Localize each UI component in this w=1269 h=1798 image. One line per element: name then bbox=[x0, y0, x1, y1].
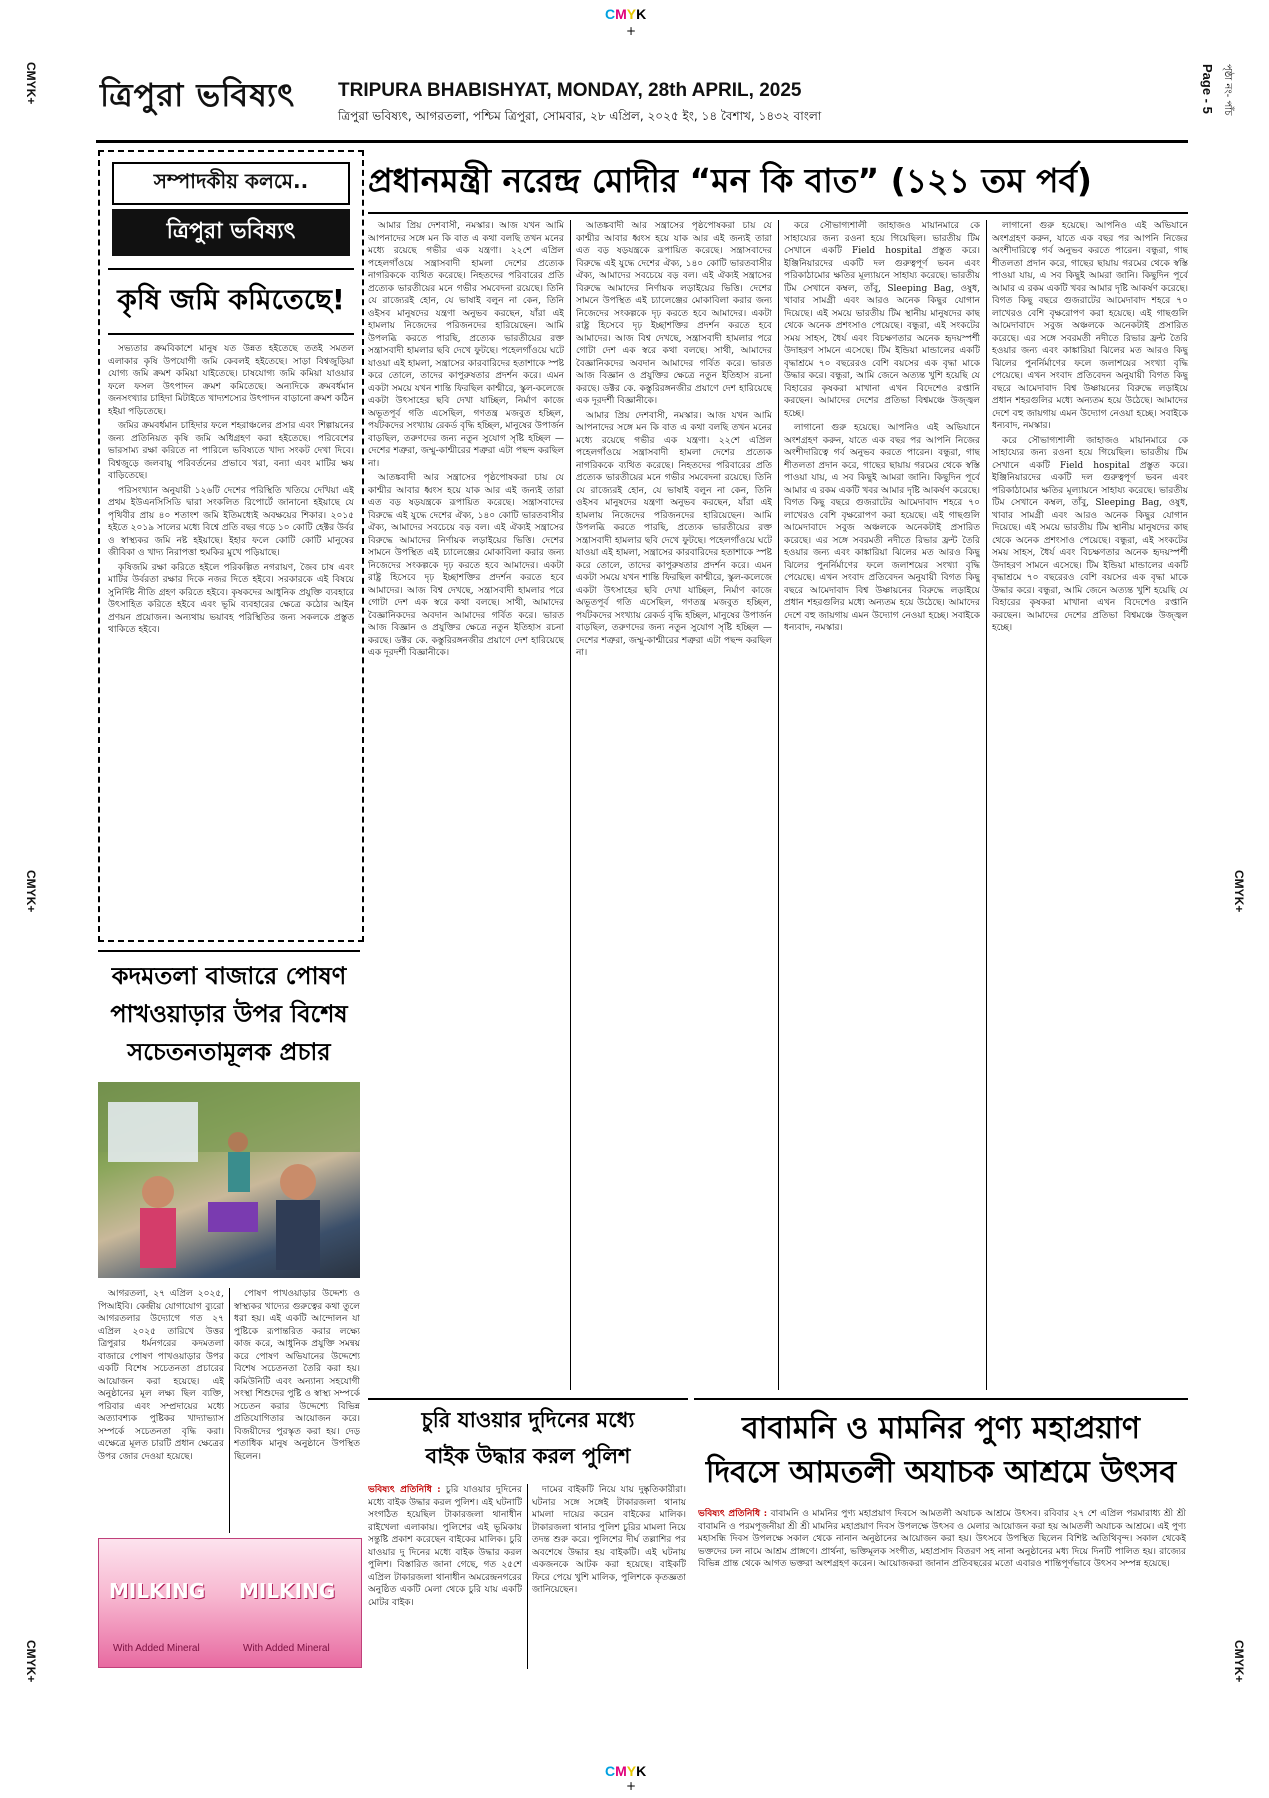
lead-paragraph: আমার প্রিয় দেশবাসী, নমস্কার। আজ যখন আমি আপনাদের সঙ্গে মন কি বাত এ কথা বলছি তখন মনের মধ্যে রয়েছে গভীর এক যন্ত্রণা। ২২শে এপ্রিল পহেলগাঁওয়ে সন্ত্রাসবাদী হামলা দেশের প্রত্যেক নাগরিককে ব্যথিত করেছে। নিহতদের পরিবারের প্রতি প্রত্যেক ভারতীয়ের মনে গভীর সমবেদনা রয়েছে। তিনি যে রাজ্যেরই হোন, যে ভাষাই বলুন না কেন, তিনি ওইসব মানুষদের যন্ত্রণা অনুভব করছেন, যাঁরা এই হামলায় নিজেদের পরিজনদের হারিয়েছেন। আমি উপলব্ধি করতে পারছি, প্রত্যেক ভারতীয়ের রক্ত সন্ত্রাসবাদী হামলার ছবি দেখে ফুটছে। পহেলগাঁওয়ে ঘটে যাওয়া এই হামলা, সন্ত্রাসের কারবারিদের হতাশাকে স্পষ্ট করে তোলে, তাদের কাপুরুষতার প্রদর্শন করে। এমন একটা সময়ে যখন শান্তি ফিরছিল কাশ্মীরে, স্কুল-কলেজে একটা উৎসাহের ছবি দেখা যাচ্ছিল, নির্মাণ কাজে অভূতপূর্ব গতি এসেছিল, গণতন্ত্র মজবুত হচ্ছিল, পর্যটকদের সংখ্যায় রেকর্ড বৃদ্ধি হচ্ছিল, মানুষের উপার্জন বাড়ছিল, তরুণদের জন্য নতুন সুযোগ সৃষ্টি হচ্ছিল — দেশের শত্রুরা, জম্মু-কাশ্মীরের শত্রুরা এটা পছন্দ করছিল না। bbox=[576, 410, 772, 658]
bike-column-1 bbox=[368, 1484, 522, 1674]
lead-paragraph: আতঙ্কবাদী আর সন্ত্রাসের পৃষ্ঠপোষকরা চায় যে কাশ্মীর আবার ধ্বংস হয়ে যাক আর এই জন্যই তারা এত বড় ষড়যন্ত্রকে রূপায়িত করেছে। সন্ত্রাসবাদের বিরুদ্ধে এই যুদ্ধে দেশের ঐক্য, ১৪০ কোটি ভারতবাসীর ঐক্য, আমাদের সবচেয়ে বড় বল। এই ঐক্যই সন্ত্রাসের বিরুদ্ধে আমাদের নির্ণায়ক লড়াইয়ের ভিত্তি। দেশের সামনে উপস্থিত এই চ্যালেঞ্জের মোকাবিলা করার জন্য নিজেদের সংকল্পকে দৃঢ় করতে হবে আমাদের। একটা রাষ্ট্র হিসেবে দৃঢ় ইচ্ছাশক্তির প্রদর্শন করতে হবে আমাদের। আজ বিশ্ব দেখছে, সন্ত্রাসবাদী হামলার পরে গোটা দেশ এক স্বরে কথা বলছে। সাথী, আমাদের বৈজ্ঞানিকদের অবদান আমাদের গর্বিত করে। ভারত আজ বিজ্ঞান ও প্রযুক্তির ক্ষেত্রে নতুন ইতিহাস রচনা করছে। ডক্টর কে. কস্তুরিরঙ্গনজীর প্রয়াণে দেশ হারিয়েছে এক দূরদর্শী বিজ্ঞানীকে। bbox=[368, 473, 564, 658]
ashram-headline-2: দিবসে আমতলী অযাচক আশ্রমে উৎসব bbox=[705, 1455, 1177, 1490]
page-number-bn: পৃষ্ঠা নং- পাঁচ bbox=[1222, 64, 1233, 116]
lead-paragraph: করে সৌভাগ্যশালী জাহাজও মায়ানমারে কে সাহায্যের জন্য রওনা হয়ে গিয়েছিল। ভারতীয় টিম সেখানে একটি Field hospital প্রস্তুত করে। ইঞ্জিনিয়ারদের একটি দল গুরুত্বপূর্ণ ভবন এবং পরিকাঠামোর ক্ষতির মূল্যায়নে সাহায্য করেছে। ভারতীয় টিম সেখানে কম্বল, তাঁবু, Sleeping Bag, ওষুধ, খাবার সামগ্রী এবং আরও অনেক কিছুর যোগান দিয়েছে। এই সময়ে ভারতীয় টিম স্থানীয় মানুষদের কাছ থেকে অনেক প্রশংসাও পেয়েছে। বন্ধুরা, এই সংকটের সময় সাহস, ধৈর্য এবং বিচক্ষণতার অনেক হৃদয়স্পর্শী উদাহরণ সামনে এসেছে। টিম ইন্ডিয়া মান্ডালের একটি বৃদ্ধাশ্রমে ৭০ বছরেরও বেশি বয়সের এক বৃদ্ধা মাকে উদ্ধার করে। বন্ধুরা, আমি জেনে অত্যন্ত খুশি হয়েছি যে বিহারের কৃষকরা মাখানা এখন বিদেশেও রপ্তানি করছেন। আমাদের দেশের প্রতিভা বিশ্বমঞ্চে উজ্জ্বল হচ্ছে। bbox=[784, 221, 980, 419]
page-number: Page - 5 bbox=[1200, 64, 1215, 114]
ashram-text: বাবামনি ও মামনির পুণ্য মহাপ্রয়াণ দিবসে আমতলী অযাচক আশ্রমে উৎসব। রবিবার ২৭ শে এপ্রিল পরমারাধ্য শ্রী শ্রী বাবামনি ও পরমপূজনীয়া শ্রী শ্রী মামনির মহাপ্রয়াণ দিবস উপলক্ষে উৎসব ও মেলার আয়োজন করা হয় আমতলী অযাচক আশ্রমে। এই পুণ্য মহাসন্ধি দিবস উপলক্ষে সকাল থেকে নানান অনুষ্ঠানের আয়োজন করা হয়। উৎসবে উপস্থিত ছিলেন বিশিষ্ট অতিথিবৃন্দ। সকাল থেকেই ভক্তদের ঢল নামে আশ্রম প্রাঙ্গণে। প্রার্থনা, ভক্তিমূলক সংগীত, মহাপ্রসাদ বিতরণ সহ নানা অনুষ্ঠানের মধ্য দিয়ে দিনটি পালিত হয়। রাজ্যের বিভিন্ন প্রান্ত থেকে আগত ভক্তরা অংশগ্রহণ করেন। আয়োজকরা জানান প্রতিবছরের মতো এবারও শান্তিপূর্ণভাবে উৎসব সম্পন্ন হয়েছে। bbox=[698, 1509, 1186, 1569]
bike-column-2 bbox=[532, 1484, 686, 1674]
bike-headline-1: চুরি যাওয়ার দুদিনের মধ্যে bbox=[421, 1408, 635, 1432]
kadamtala-headline-1: কদমতলা বাজারে পোষণ bbox=[111, 962, 347, 990]
column-divider bbox=[527, 1484, 528, 1669]
side-mark-right-mid: CMYK+ bbox=[1232, 870, 1246, 913]
editorial-paragraph: পরিসংখ্যান অনুযায়ী ১২৬টি দেশের পরিস্থিতি খতিয়ে দেখিয়া এই প্রথম ইউএনসিসিডি দ্বারা সংকলিত রিপোর্টে জানানো হইয়াছে যে পৃথিবীর প্রায় ৪০ শতাংশ জমি ইতিমধ্যেই অবক্ষয়ের শিকার। ২০১৫ হইতে ২০১৯ সালের মধ্যে বিশ্বে প্রতি বছর গড়ে ১০ কোটি হেক্টর উর্বর ও স্বাস্থ্যকর জমি নষ্ট হইয়াছে। ইহার ফলে কোটি কোটি মানুষের জীবিকা ও খাদ্য নিরাপত্তা হুমকির মুখে পড়িয়াছে। bbox=[108, 485, 354, 558]
lead-paragraph: আমার প্রিয় দেশবাসী, নমস্কার। আজ যখন আমি আপনাদের সঙ্গে মন কি বাত এ কথা বলছি তখন মনের মধ্যে রয়েছে গভীর এক যন্ত্রণা। ২২শে এপ্রিল পহেলগাঁওয়ে সন্ত্রাসবাদী হামলা দেশের প্রত্যেক নাগরিককে ব্যথিত করেছে। নিহতদের পরিবারের প্রতি প্রত্যেক ভারতীয়ের মনে গভীর সমবেদনা রয়েছে। তিনি যে রাজ্যেরই হোন, যে ভাষাই বলুন না কেন, তিনি ওইসব মানুষদের যন্ত্রণা অনুভব করছেন, যাঁরা এই হামলায় নিজেদের পরিজনদের হারিয়েছেন। আমি উপলব্ধি করতে পারছি, প্রত্যেক ভারতীয়ের রক্ত সন্ত্রাসবাদী হামলার ছবি দেখে ফুটছে। পহেলগাঁওয়ে ঘটে যাওয়া এই হামলা, সন্ত্রাসের কারবারিদের হতাশাকে স্পষ্ট করে তোলে, তাদের কাপুরুষতার প্রদর্শন করে। এমন একটা সময়ে যখন শান্তি ফিরছিল কাশ্মীরে, স্কুল-কলেজে একটা উৎসাহের ছবি দেখা যাচ্ছিল, নির্মাণ কাজে অভূতপূর্ব গতি এসেছিল, গণতন্ত্র মজবুত হচ্ছিল, পর্যটকদের সংখ্যায় রেকর্ড বৃদ্ধি হচ্ছিল, মানুষের উপার্জন বাড়ছিল, তরুণদের জন্য নতুন সুযোগ সৃষ্টি হচ্ছিল — দেশের শত্রুরা, জম্মু-কাশ্মীরের শত্রুরা এটা পছন্দ করছিল না। bbox=[368, 221, 564, 469]
side-mark-left-top: CMYK+ bbox=[24, 62, 38, 105]
lead-headline: প্রধানমন্ত্রী নরেন্দ্র মোদীর “মন কি বাত” (১২১ তম পর্ব) bbox=[368, 152, 1188, 214]
kadamtala-column-2 bbox=[234, 1288, 360, 1528]
lead-paragraph: লাগানো গুরু হয়েছে। আপনিও এই অভিযানে অংশগ্রহণ করুন, যাতে এক বছর পর আপনি নিজের অংশীদারিত্বে গর্ব অনুভব করতে পারেন। বন্ধুরা, গাছ শীতলতা প্রদান করে, গাছের ছায়ায় গরমের থেকে স্বস্তি পাওয়া যায়, এ সব কিছুই আমরা জানি। কিছুদিন পূর্বে আমার এ রকম একটি খবর আমার দৃষ্টি আকর্ষণ করেছে। বিগত কিছু বছরে গুজরাটের আমেদাবাদ শহরে ৭০ লাখেরও বেশি বৃক্ষরোপণ করা হয়েছে। এই গাছগুলি আমেদাবাদে সবুজ অঞ্চলকে অনেকটাই প্রসারিত করেছে। এর সঙ্গে সবরমতী নদীতে রিভার ফ্রন্ট তৈরি হওয়ার জন্য এবং কাঙ্কারিয়া ঝিলের মত আরও কিছু ঝিলের পুনর্নির্মাণের ফলে জলাশয়ের সংখ্যা বৃদ্ধি পেয়েছে। এখন সংবাদ প্রতিবেদন অনুযায়ী বিগত কিছু বছরে আমেদাবাদ বিশ্ব উষ্ণায়নের বিরুদ্ধে লড়াইয়ে প্রধান শহরগুলির মধ্যে অন্যতম হয়ে উঠেছে। আমাদের দেশে বহু জায়গায় এমন উদ্যোগ নেওয়া হচ্ছে। সবাইকে ধন্যবাদ, নমস্কার। bbox=[992, 221, 1188, 431]
registration-plus-bottom: + bbox=[626, 1779, 637, 1793]
ad-brand: MILKING bbox=[109, 1579, 206, 1603]
cmyk-mark-bottom: CMYK bbox=[605, 1763, 647, 1779]
kadamtala-headline-2: পাখওয়াড়ার উপর বিশেষ bbox=[110, 1000, 348, 1028]
editorial-box bbox=[98, 150, 364, 942]
lead-column-4 bbox=[992, 220, 1188, 1390]
masthead-title-en: TRIPURA BHABISHYAT, MONDAY, 28th APRIL, 2025 bbox=[338, 80, 802, 101]
ashram-headline-1: বাবামনি ও মামনির পুণ্য মহাপ্রয়াণ bbox=[741, 1411, 1141, 1446]
masthead-logo: ত্রিপুরা ভবিষ্যৎ bbox=[100, 76, 296, 114]
kadamtala-paragraph: পোষণ পাখওয়াড়ার উদ্দেশ্য ও স্বাস্থ্যকর খাদ্যের গুরুত্বের কথা তুলে ধরা হয়। এই একটি আন্দোলন যা পুষ্টিকে রূপান্তরিত করার লক্ষ্যে কাজ করে, আধুনিক প্রযুক্তি সমন্বয় করে পোষণ অভিযানের উদ্দেশ্যে বিশেষ সচেতনতা তৈরি করা হয়। কমিউনিটি এবং অন্যান্য সহযোগী সংস্থা শিশুদের পুষ্টি ও স্বাস্থ্য সম্পর্কে সচেতন করার উদ্দেশ্যে বিভিন্ন প্রতিযোগিতার আয়োজন করে। বিজয়ীদের পুরস্কৃত করা হয়। দেড় শতাধিক মানুষ অনুষ্ঠানে উপস্থিত ছিলেন। bbox=[234, 1289, 360, 1462]
milk-advertisement[interactable] bbox=[98, 1538, 362, 1668]
lead-column-1 bbox=[368, 220, 564, 1390]
column-divider bbox=[778, 220, 779, 1390]
column-divider bbox=[570, 220, 571, 1390]
bike-text: চুরি যাওয়ার দুদিনের মধ্যে বাইক উদ্ধার করল পুলিশ। এই ঘটনাটি সংগঠিত হয়েছিল টাকারজলা থানাধীন রাইখেলা এলাকায়। পুলিশের এই ভূমিকায় সন্তুষ্টি প্রকাশ করেছেন বাইকের মালিক। চুরি যাওয়ার দু দিনের মধ্যে বাইক উদ্ধার করল পুলিশ। বিস্তারিত জানা গেছে, গত ২৫শে এপ্রিল টাকারজলা থানাধীন অমরেন্দ্রনগরের অনুষ্ঠিত একটি মেলা থেকে চুরি যায় একটি মোটর বাইক। bbox=[368, 1485, 522, 1608]
bike-rule bbox=[368, 1398, 688, 1400]
lead-column-2 bbox=[576, 220, 772, 1390]
editorial-paragraph: জমির ক্রমবর্ধমান চাহিদার ফলে শহরাঞ্চলের প্রসার এবং শিল্পায়নের জন্য প্রতিনিয়ত কৃষি জমি অধিগ্রহণ করা হইতেছে। পরিবেশের ভারসাম্য রক্ষা করিতে না পারিলে ভবিষ্যতে খাদ্য সংকট দেখা দিবে। বিশ্বজুড়ে জলবায়ু পরিবর্তনের প্রভাবে খরা, বন্যা এবং মাটির ক্ষয় বাড়িতেছে। bbox=[108, 421, 354, 481]
ashram-body bbox=[698, 1508, 1186, 1668]
photo-illustration bbox=[98, 1082, 360, 1278]
ad-brand-repeat: MILKING bbox=[239, 1579, 336, 1603]
editorial-kicker: সম্পাদকীয় কলমে.. bbox=[112, 162, 350, 205]
ad-tagline-repeat: With Added Mineral bbox=[243, 1643, 330, 1654]
lead-paragraph: লাগানো গুরু হয়েছে। আপনিও এই অভিযানে অংশগ্রহণ করুন, যাতে এক বছর পর আপনি নিজের অংশীদারিত্বে গর্ব অনুভব করতে পারেন। বন্ধুরা, গাছ শীতলতা প্রদান করে, গাছের ছায়ায় গরমের থেকে স্বস্তি পাওয়া যায়, এ সব কিছুই আমরা জানি। কিছুদিন পূর্বে আমার এ রকম একটি খবর আমার দৃষ্টি আকর্ষণ করেছে। বিগত কিছু বছরে গুজরাটের আমেদাবাদ শহরে ৭০ লাখেরও বেশি বৃক্ষরোপণ করা হয়েছে। এই গাছগুলি আমেদাবাদে সবুজ অঞ্চলকে অনেকটাই প্রসারিত করেছে। এর সঙ্গে সবরমতী নদীতে রিভার ফ্রন্ট তৈরি হওয়ার জন্য এবং কাঙ্কারিয়া ঝিলের মত আরও কিছু ঝিলের পুনর্নির্মাণের ফলে জলাশয়ের সংখ্যা বৃদ্ধি পেয়েছে। এখন সংবাদ প্রতিবেদন অনুযায়ী বিগত কিছু বছরে আমেদাবাদ বিশ্ব উষ্ণায়নের বিরুদ্ধে লড়াইয়ে প্রধান শহরগুলির মধ্যে অন্যতম হয়ে উঠেছে। আমাদের দেশে বহু জায়গায় এমন উদ্যোগ নেওয়া হচ্ছে। সবাইকে ধন্যবাদ, নমস্কার। bbox=[784, 423, 980, 633]
side-mark-left-mid: CMYK+ bbox=[24, 870, 38, 913]
kadamtala-paragraph: আগরতলা, ২৭ এপ্রিল ২০২৫, পিআইবি। কেন্দ্রীয় যোগাযোগ ব্যুরো আগরতলার উদ্যোগে গত ২৭ এপ্রিল ২০২৫ তারিখে উত্তর ত্রিপুরার ধর্মনগরের কদমতলা বাজারে পোষণ পাখওয়াড়ার উপর একটি বিশেষ সচেতনতা প্রচারের আয়োজন করা হয়েছে। এই অনুষ্ঠানের মূল লক্ষ্য ছিল ব্যক্তি, পরিবার এবং সম্প্রদায়ের মধ্যে অত্যাবশ্যক পুষ্টিকর খাদ্যাভ্যাস সম্পর্কে সচেতনতা বৃদ্ধি করা। এক্ষেত্রে মূলত চারটি প্রধান ক্ষেত্রের উপর জোর দেওয়া হয়েছে। bbox=[98, 1289, 224, 1462]
kadamtala-photo bbox=[98, 1082, 360, 1278]
ashram-byline: ভবিষ্যৎ প্রতিনিধি : bbox=[698, 1509, 768, 1519]
bike-byline: ভবিষ্যৎ প্রতিনিধি : bbox=[368, 1485, 441, 1495]
bike-headline-2: বাইক উদ্ধার করল পুলিশ bbox=[425, 1444, 631, 1468]
ad-tagline: With Added Mineral bbox=[113, 1643, 200, 1654]
kadamtala-headline-3: সচেতনতামূলক প্রচার bbox=[127, 1038, 331, 1066]
lead-paragraph: করে সৌভাগ্যশালী জাহাজও মায়ানমারে কে সাহায্যের জন্য রওনা হয়ে গিয়েছিল। ভারতীয় টিম সেখানে একটি Field hospital প্রস্তুত করে। ইঞ্জিনিয়ারদের একটি দল গুরুত্বপূর্ণ ভবন এবং পরিকাঠামোর ক্ষতির মূল্যায়নে সাহায্য করেছে। ভারতীয় টিম সেখানে কম্বল, তাঁবু, Sleeping Bag, ওষুধ, খাবার সামগ্রী এবং আরও অনেক কিছুর যোগান দিয়েছে। এই সময়ে ভারতীয় টিম স্থানীয় মানুষদের কাছ থেকে অনেক প্রশংসাও পেয়েছে। বন্ধুরা, এই সংকটের সময় সাহস, ধৈর্য এবং বিচক্ষণতার অনেক হৃদয়স্পর্শী উদাহরণ সামনে এসেছে। টিম ইন্ডিয়া মান্ডালের একটি বৃদ্ধাশ্রমে ৭০ বছরেরও বেশি বয়সের এক বৃদ্ধা মাকে উদ্ধার করে। বন্ধুরা, আমি জেনে অত্যন্ত খুশি হয়েছি যে বিহারের কৃষকরা মাখানা এখন বিদেশেও রপ্তানি করছেন। আমাদের দেশের প্রতিভা বিশ্বমঞ্চে উজ্জ্বল হচ্ছে। bbox=[992, 435, 1188, 633]
editorial-paper-name: ত্রিপুরা ভবিষ্যৎ bbox=[112, 209, 350, 256]
editorial-headline: কৃষি জমি কমিতেছে! bbox=[108, 268, 354, 335]
editorial-paragraph: সভ্যতার ক্রমবিকাশে মানুষ যত উন্নত হইতেছে ততই সমতল এলাকার কৃষি উপযোগী জমি কেবলই হইতেছে। সাড়া বিশ্বজুড়িয়া যোগ্য জমি ক্রমশ কমিয়া যাইতেছে। চাষযোগ্য জমি কমিয়া যাওয়ার ফলে ফসল উৎপাদন ক্রমশ কমিতেছে। অন্যদিকে ক্রমবর্ধমান জনসংখ্যার চাহিদা মিটাইতে খাদ্যশস্যের উৎপাদন বাড়ানো ক্রমশ কঠিন হইয়া পড়িতেছে। bbox=[108, 344, 354, 417]
column-divider bbox=[229, 1288, 230, 1533]
editorial-paragraph: কৃষিজমি রক্ষা করিতে হইলে পরিকল্পিত নগরায়ণ, জৈব চাষ এবং মাটির উর্বরতা রক্ষার দিকে নজর দিতে হইবে। সরকারকে এই বিষয়ে সুনির্দিষ্ট নীতি গ্রহণ করিতে হইবে। কৃষকদের আধুনিক প্রযুক্তি ব্যবহারে উৎসাহিত করিতে হইবে এবং ভূমি ব্যবহারের ক্ষেত্রে কঠোর আইন প্রণয়ন প্রয়োজন। অন্যথায় ভয়াবহ পরিস্থিতির জন্য সকলকে প্রস্তুত থাকিতে হইবে। bbox=[108, 562, 354, 635]
editorial-body bbox=[108, 343, 354, 903]
side-mark-right-bottom: CMYK+ bbox=[1232, 1640, 1246, 1683]
masthead-dateline: ত্রিপুরা ভবিষ্যৎ, আগরতলা, পশ্চিম ত্রিপুরা, সোমবার, ২৮ এপ্রিল, ২০২৫ ইং, ১৪ বৈশাখ, ১৪৩২ বাংলা bbox=[338, 109, 822, 123]
ashram-rule bbox=[694, 1398, 1188, 1400]
cmyk-mark-top: CMYK bbox=[605, 6, 647, 22]
column-divider bbox=[986, 220, 987, 1390]
side-mark-left-bottom: CMYK+ bbox=[24, 1640, 38, 1683]
masthead-rule bbox=[96, 140, 1188, 143]
bike-paragraph: দামের বাইকটি নিয়ে যায় দুষ্কৃতিকারীরা। ঘটনার সঙ্গে সঙ্গেই টাকারজলা থানায় মামলা দায়ের করেন বাইকের মালিক। টাকারজলা থানার পুলিশ চুরির মামলা নিয়ে তদন্ত শুরু করে। পুলিশের দীর্ঘ তল্লাশির পর অবশেষে উদ্ধার হয় বাইকটি। এই ঘটনায় একজনকে আটক করা হয়েছে। বাইকটি ফিরে পেয়ে খুশি মালিক, পুলিশকে কৃতজ্ঞতা জানিয়েছেন। bbox=[532, 1485, 686, 1595]
registration-plus-top: + bbox=[626, 24, 637, 38]
lead-paragraph: আতঙ্কবাদী আর সন্ত্রাসের পৃষ্ঠপোষকরা চায় যে কাশ্মীর আবার ধ্বংস হয়ে যাক আর এই জন্যই তারা এত বড় ষড়যন্ত্রকে রূপায়িত করেছে। সন্ত্রাসবাদের বিরুদ্ধে এই যুদ্ধে দেশের ঐক্য, ১৪০ কোটি ভারতবাসীর ঐক্য, আমাদের সবচেয়ে বড় বল। এই ঐক্যই সন্ত্রাসের বিরুদ্ধে আমাদের নির্ণায়ক লড়াইয়ের ভিত্তি। দেশের সামনে উপস্থিত এই চ্যালেঞ্জের মোকাবিলা করার জন্য নিজেদের সংকল্পকে দৃঢ় করতে হবে আমাদের। একটা রাষ্ট্র হিসেবে দৃঢ় ইচ্ছাশক্তির প্রদর্শন করতে হবে আমাদের। আজ বিশ্ব দেখছে, সন্ত্রাসবাদী হামলার পরে গোটা দেশ এক স্বরে কথা বলছে। সাথী, আমাদের বৈজ্ঞানিকদের অবদান আমাদের গর্বিত করে। ভারত আজ বিজ্ঞান ও প্রযুক্তির ক্ষেত্রে নতুন ইতিহাস রচনা করছে। ডক্টর কে. কস্তুরিরঙ্গনজীর প্রয়াণে দেশ হারিয়েছে এক দূরদর্শী বিজ্ঞানীকে। bbox=[576, 221, 772, 406]
lead-column-3 bbox=[784, 220, 980, 1390]
